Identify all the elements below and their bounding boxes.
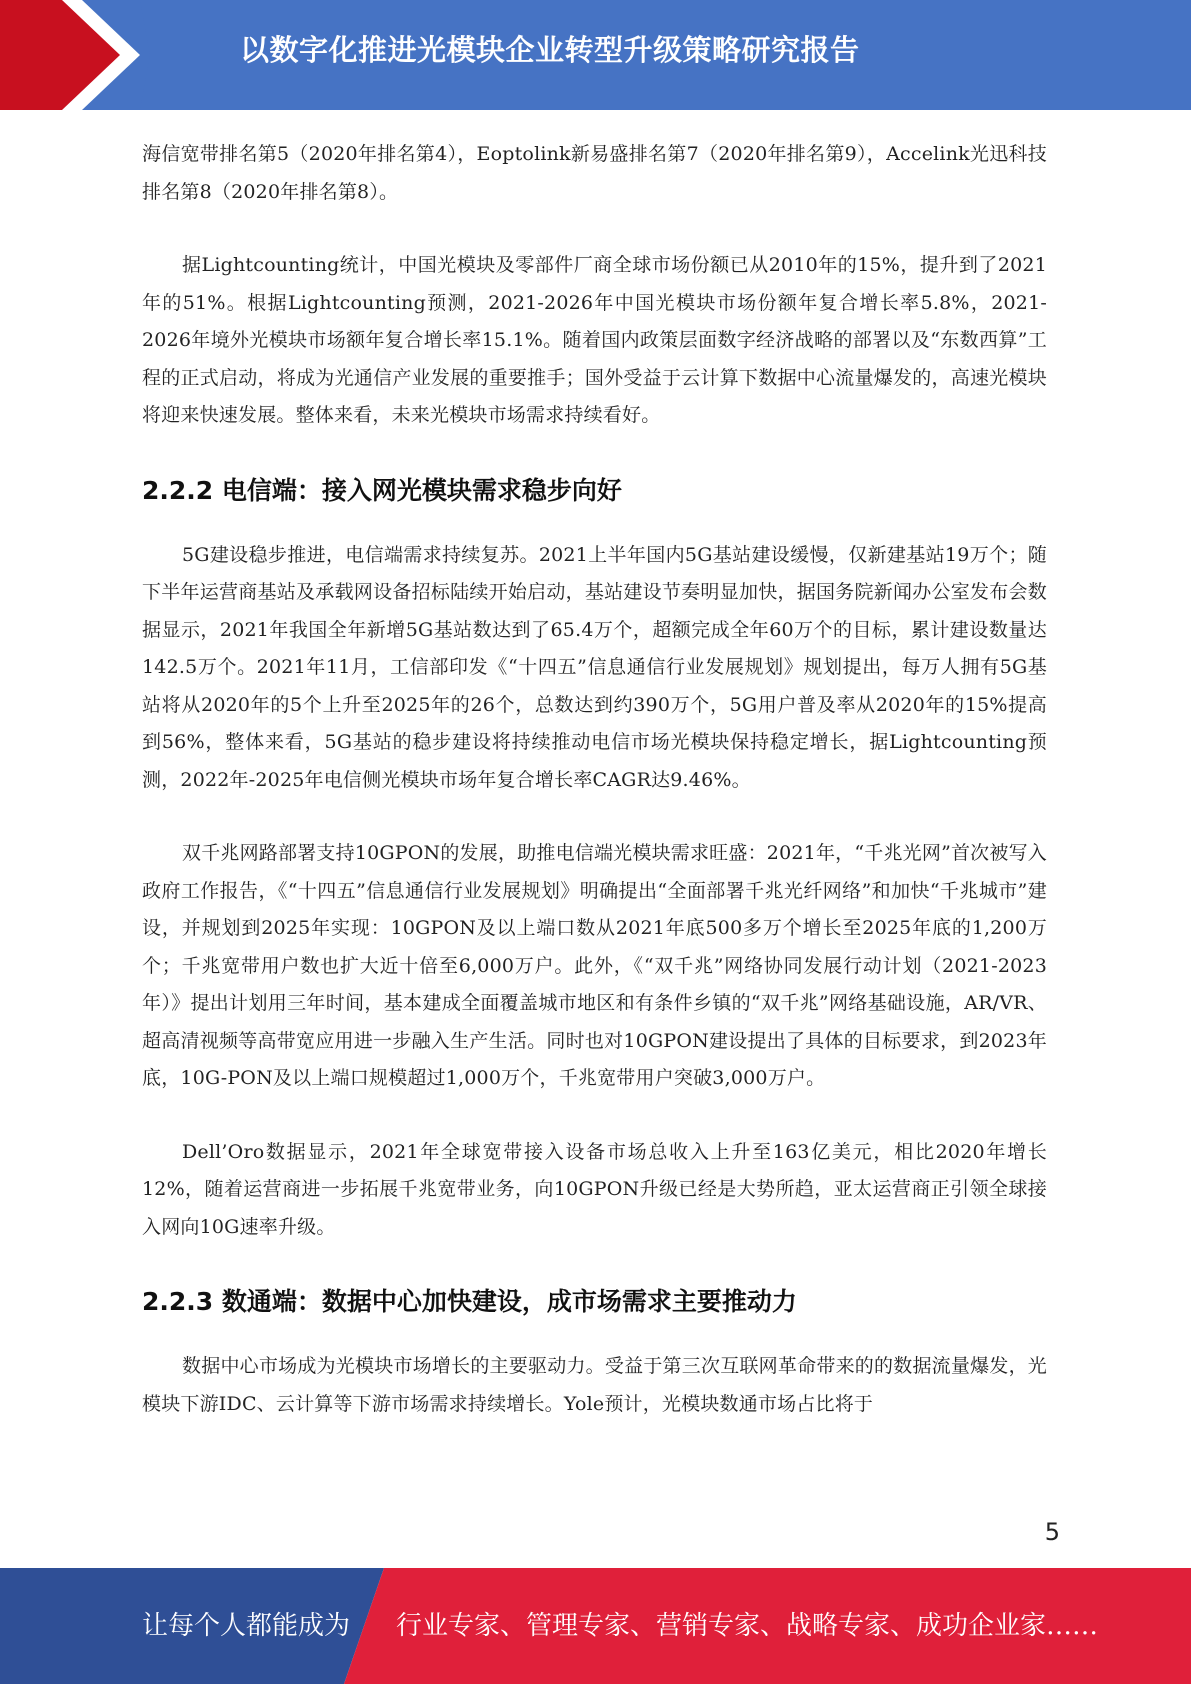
paragraph-ranking: 海信宽带排名第5（2020年排名第4），Eoptolink新易盛排名第7（2020年排名第9），Accelink光迅科技排名第8（2020年排名第8）。	[142, 143, 1047, 203]
paragraph-delloro: Dell’Oro数据显示，2021年全球宽带接入设备市场总收入上升至163亿美元，相比2020年增长12%，随着运营商进一步拓展千兆宽带业务，向10GPON升级已经是大势所趋，亚太运营商正引领全球接入网向10G速率升级。	[142, 1140, 1047, 1238]
page-number: 5	[1044, 1518, 1060, 1546]
footer-slogan-left: 让每个人都能成为	[142, 1611, 351, 1641]
section-heading-datacom: 2.2.3 数通端：数据中心加快建设，成市场需求主要推动力	[142, 1287, 797, 1316]
paragraph-5g: 5G建设稳步推进，电信端需求持续复苏。2021上半年国内5G基站建设缓慢，仅新建基站19万个；随下半年运营商基站及承载网设备招标陆续开始启动，基站建设节奏明显加快，据国务院新闻办公室发布会数据显示，2021年我国全年新增5G基站数达到了65.4万个，超额完成全年60万个的目标，累计建设数量达142.5万个。2021年11月，工信部印发《“十四五”信息通信行业发展规划》规划提出，每万人拥有5G基站将从2020年的5个上升至2025年的26个，总数达到约390万个，5G用户普及率从2020年的15%提高到56%，整体来看，5G基站的稳步建设将持续推动电信市场光模块保持稳定增长，据Lightcounting预测，2022年-2025年电信侧光模块市场年复合增长率CAGR达9.46%。	[142, 543, 1047, 791]
report-title: 以数字化推进光模块企业转型升级策略研究报告	[240, 33, 860, 67]
page-footer	[0, 1568, 1191, 1684]
footer-slogan-right: 行业专家、管理专家、营销专家、战略专家、成功企业家……	[396, 1611, 1099, 1641]
paragraph-datacenter: 数据中心市场成为光模块市场增长的主要驱动力。受益于第三次互联网革命带来的的数据流量爆发，光模块下游IDC、云计算等下游市场需求持续增长。Yole预计，光模块数通市场占比将于	[142, 1355, 1047, 1415]
page-header	[0, 0, 1191, 110]
page-body	[142, 136, 1047, 1459]
section-heading-telecom: 2.2.2 电信端：接入网光模块需求稳步向好	[142, 475, 622, 505]
paragraph-market-share: 据Lightcounting统计，中国光模块及零部件厂商全球市场份额已从2010年的15%，提升到了2021年的51%。根据Lightcounting预测，2021-2026年中国光模块市场份额年复合增长率5.8%，2021-2026年境外光模块市场额年复合增长率15.1%。随着国内政策层面数字经济战略的部署以及“东数西算”工程的正式启动，将成为光通信产业发展的重要推手；国外受益于云计算下数据中心流量爆发的，高速光模块将迎来快速发展。整体来看，未来光模块市场需求持续看好。	[142, 254, 1047, 426]
paragraph-gigabit: 双千兆网路部署支持10GPON的发展，助推电信端光模块需求旺盛：2021年，“千兆光网”首次被写入政府工作报告，《“十四五”信息通信行业发展规划》明确提出“全面部署千兆光纤网络”和加快“千兆城市”建设，并规划到2025年实现：10GPON及以上端口数从2021年底500多万个增长至2025年底的1,200万个；千兆宽带用户数也扩大近十倍至6,000万户。此外，《“双千兆”网络协同发展行动计划（2021-2023年）》提出计划用三年时间，基本建成全面覆盖城市地区和有条件乡镇的“双千兆”网络基础设施，AR/VR、超高清视频等高带宽应用进一步融入生产生活。同时也对10GPON建设提出了具体的目标要求，到2023年底，10G-PON及以上端口规模超过1,000万个，千兆宽带用户突破3,000万户。	[142, 842, 1047, 1089]
header-arrow-decoration	[0, 0, 160, 110]
